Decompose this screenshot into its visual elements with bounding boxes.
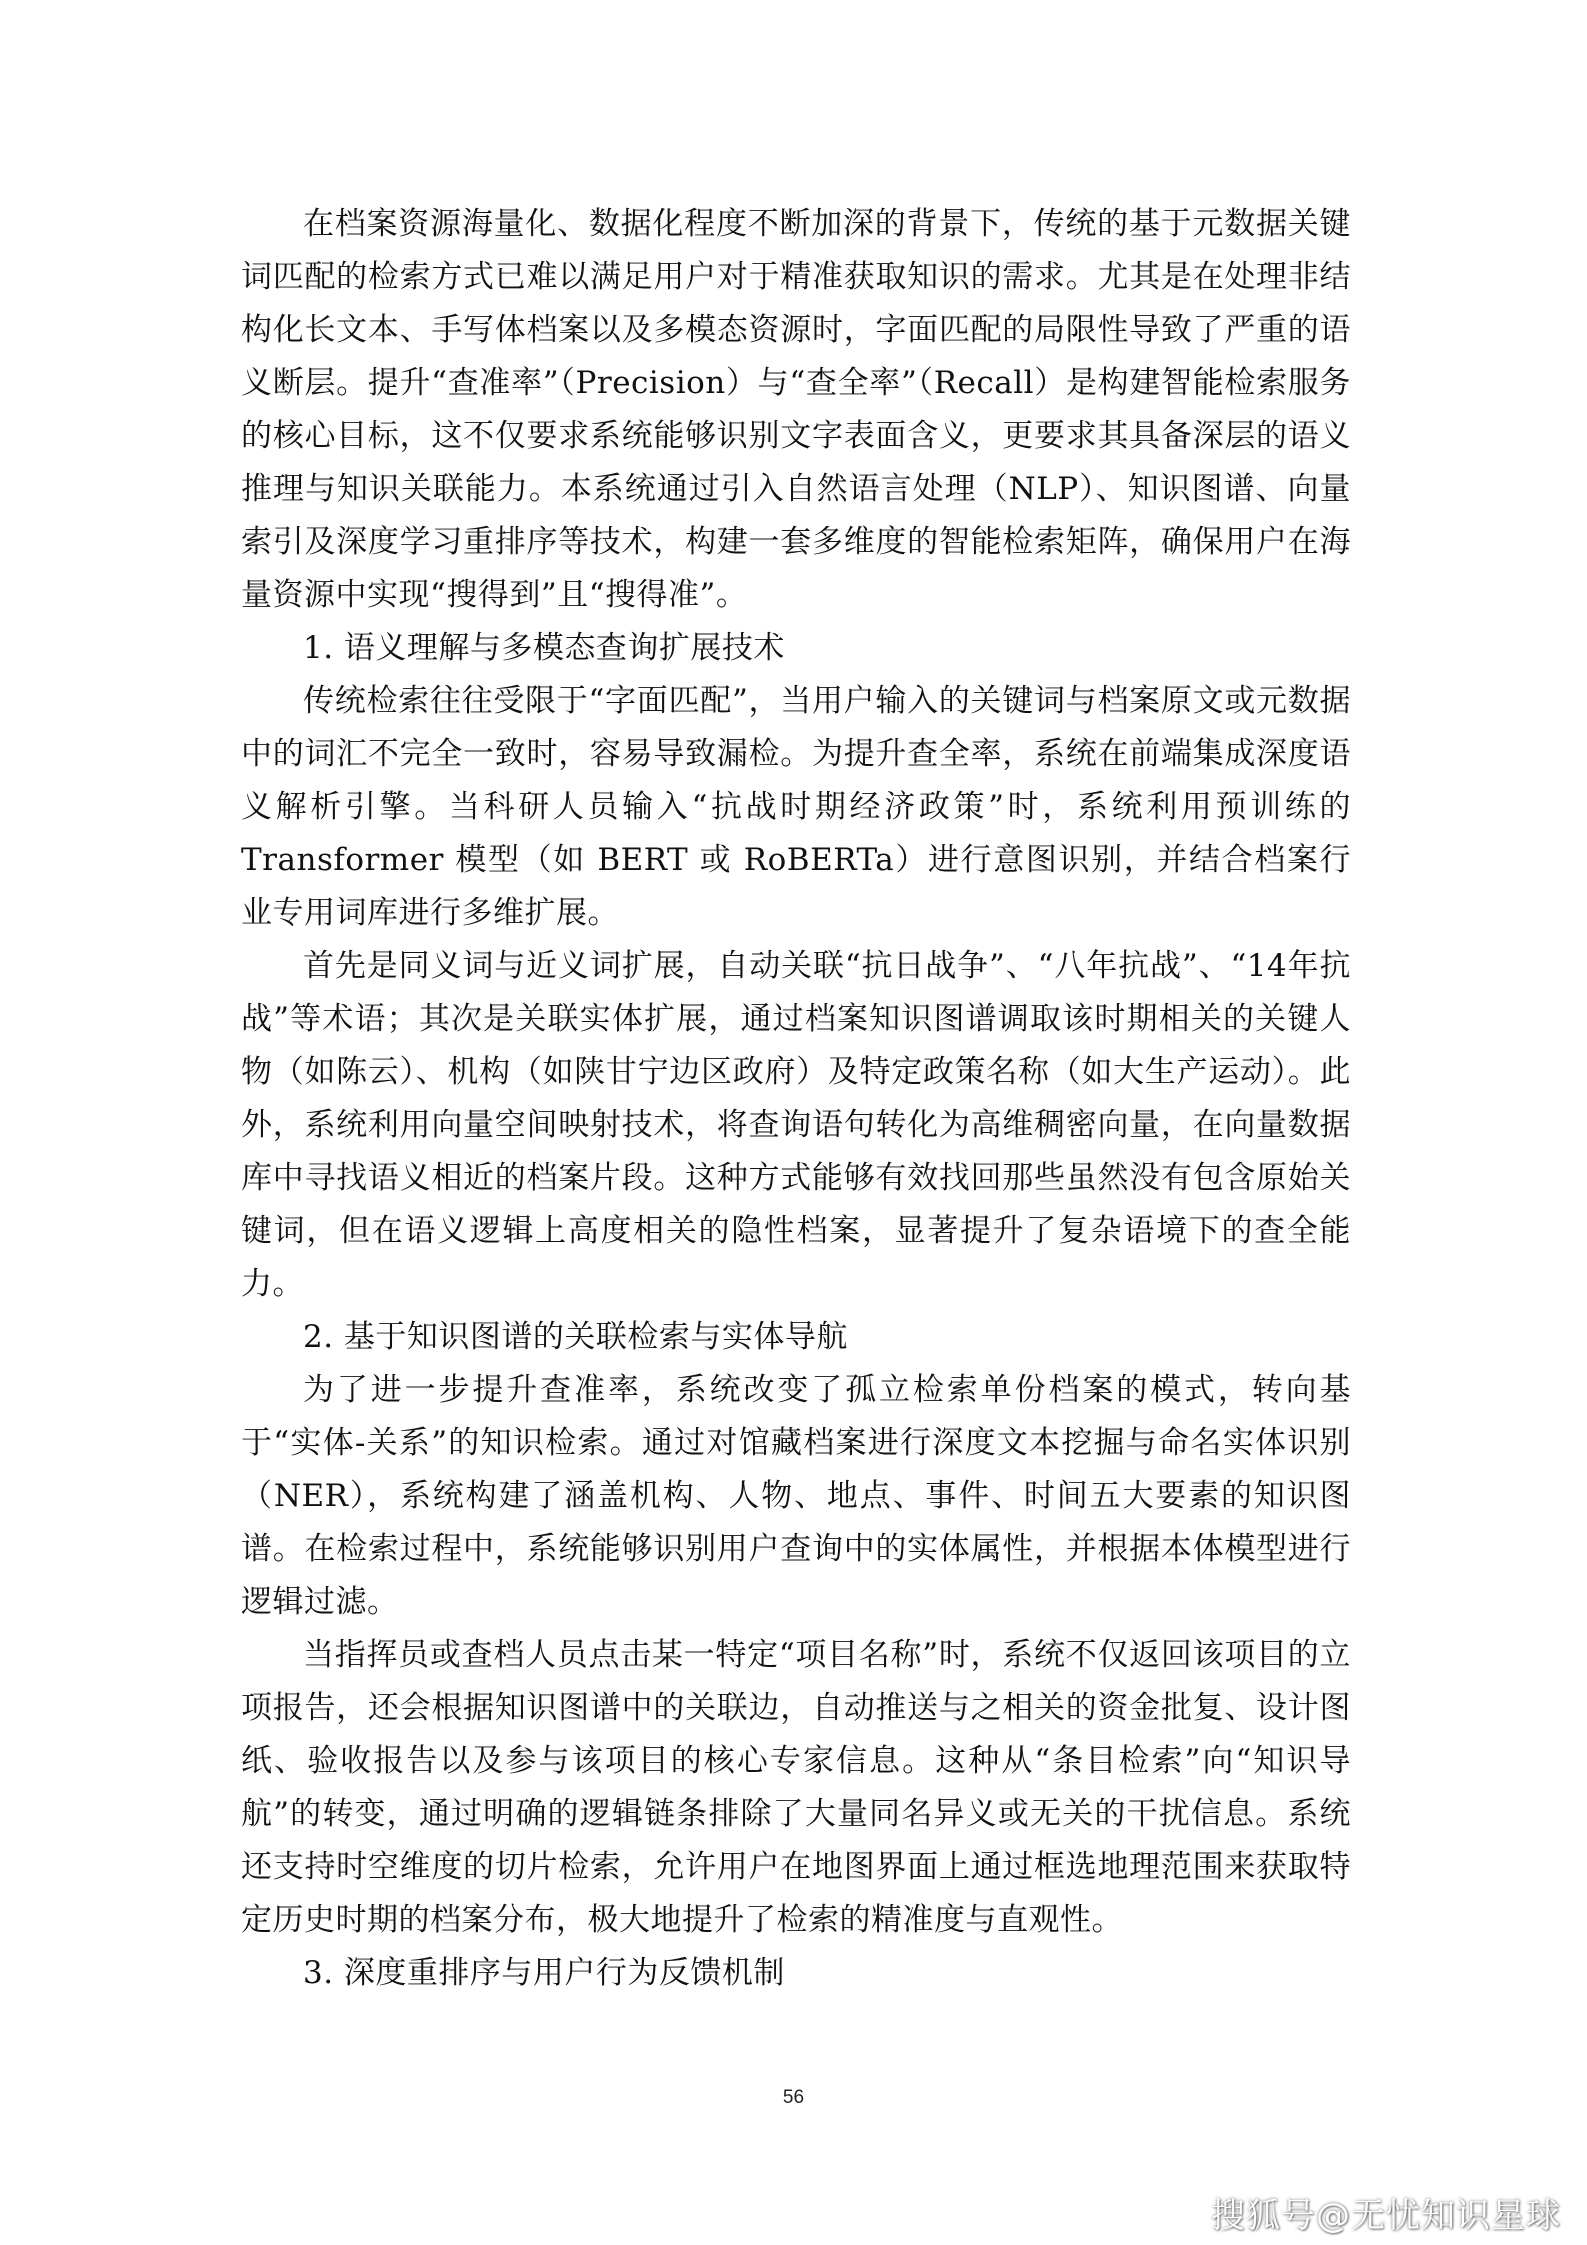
paragraph-entity-navigation: 当指挥员或查档人员点击某一特定“项目名称”时，系统不仅返回该项目的立项报告，还会根据知识图谱中的关联边，自动推送与之相关的资金批复、设计图纸、验收报告以及参与该项目的核心专家信息。这种从“条目检索”向“知识导航”的转变，通过明确的逻辑链条排除了大量同名异义或无关的干扰信息。系统还支持时空维度的切片检索，允许用户在地图界面上通过框选地理范围来获取特定历史时期的档案分布，极大地提升了检索的精准度与直观性。	[241, 1637, 1351, 1938]
watermark: 搜狐号@无忧知识星球	[1211, 2196, 1561, 2236]
section-heading-2: 2. 基于知识图谱的关联检索与实体导航	[303, 1319, 848, 1355]
section-heading-1: 1. 语义理解与多模态查询扩展技术	[303, 630, 785, 666]
section-heading-3: 3. 深度重排序与用户行为反馈机制	[303, 1955, 785, 1991]
paragraph-semantic-parsing: 传统检索往往受限于“字面匹配”，当用户输入的关键词与档案原文或元数据中的词汇不完全一致时，容易导致漏检。为提升查全率，系统在前端集成深度语义解析引擎。当科研人员输入“抗战时期经济政策”时，系统利用预训练的Transformer 模型（如 BERT 或 RoBERTa）进行意图识别，并结合档案行业专用词库进行多维扩展。	[241, 683, 1351, 931]
paragraph-knowledge-graph: 为了进一步提升查准率，系统改变了孤立检索单份档案的模式，转向基于“实体-关系”的知识检索。通过对馆藏档案进行深度文本挖掘与命名实体识别（NER），系统构建了涵盖机构、人物、地点、事件、时间五大要素的知识图谱。在检索过程中，系统能够识别用户查询中的实体属性，并根据本体模型进行逻辑过滤。	[241, 1372, 1351, 1620]
paragraph-intro: 在档案资源海量化、数据化程度不断加深的背景下，传统的基于元数据关键词匹配的检索方式已难以满足用户对于精准获取知识的需求。尤其是在处理非结构化长文本、手写体档案以及多模态资源时，字面匹配的局限性导致了严重的语义断层。提升“查准率”（Precision）与“查全率”（Recall）是构建智能检索服务的核心目标，这不仅要求系统能够识别文字表面含义，更要求其具备深层的语义推理与知识关联能力。本系统通过引入自然语言处理（NLP）、知识图谱、向量索引及深度学习重排序等技术，构建一套多维度的智能检索矩阵，确保用户在海量资源中实现“搜得到”且“搜得准”。	[241, 206, 1351, 613]
document-body	[241, 198, 1351, 2000]
paragraph-query-expansion: 首先是同义词与近义词扩展，自动关联“抗日战争”、“八年抗战”、“14年抗战”等术语；其次是关联实体扩展，通过档案知识图谱调取该时期相关的关键人物（如陈云）、机构（如陕甘宁边区政府）及特定政策名称（如大生产运动）。此外，系统利用向量空间映射技术，将查询语句转化为高维稠密向量，在向量数据库中寻找语义相近的档案片段。这种方式能够有效找回那些虽然没有包含原始关键词，但在语义逻辑上高度相关的隐性档案，显著提升了复杂语境下的查全能力。	[241, 948, 1351, 1302]
page-number: 56	[782, 2087, 805, 2108]
